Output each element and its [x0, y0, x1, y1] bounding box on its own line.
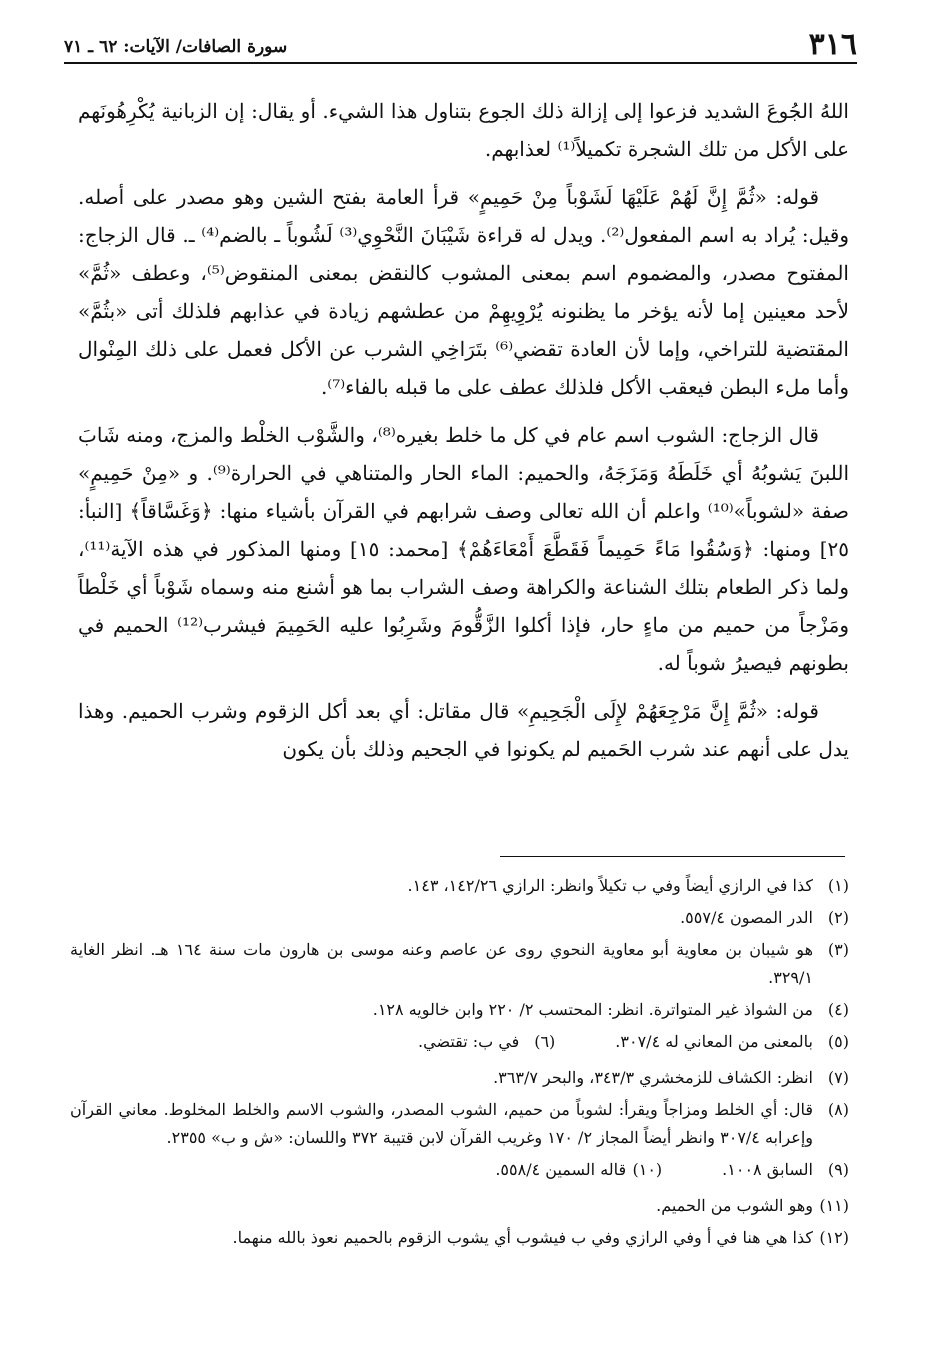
- footnote: [70, 996, 849, 1024]
- footnote-number: (١٢): [819, 1228, 849, 1247]
- footnote-text: السابق ١٠٠٨.: [722, 1160, 813, 1179]
- footnote-number: (١٠): [632, 1160, 663, 1179]
- footnote-text: وهو الشوب من الحميم.: [656, 1196, 813, 1215]
- footnote: [722, 1156, 849, 1184]
- footnote: [615, 1028, 849, 1056]
- footnote-text: بالمعنى من المعاني له ٣٠٧/٤.: [615, 1032, 813, 1051]
- paragraph: قوله: «ثُمَّ إِنَّ مَرْجِعَهُمْ لإِلَى الْجَحِيمِ» قال مقاتل: أي بعد أكل الزقوم وشرب الحميم. وهذا يدل على أنهم عند شرب الحَميم لم يكونوا في الجحيم وذلك بأن يكون: [78, 699, 849, 761]
- footnote-text: في ب: تقتضي.: [418, 1032, 520, 1051]
- footnote-text: الدر المصون ٥٥٧/٤.: [680, 908, 813, 927]
- footnote: [70, 1224, 849, 1252]
- footnote-pair: [70, 1028, 849, 1060]
- footnote-text: قال: أي الخلط ومزاجاً ويقرأ: لشوباً من حميم، الشوب المصدر، والشوب الاسم والخلط المخلوط. معاني القرآن وإعرابه ٣٠٧/٤ وانظر أيضاً المجاز ٢/ ١٧٠ وغريب القرآن لابن قتيبة ٣٧٢ واللسان: «ش و ب» ٢٣٥٥.: [70, 1100, 813, 1147]
- footnote: [70, 904, 849, 932]
- page-header: [64, 27, 857, 64]
- footnote-text: كذا هي هنا في أ وفي الرازي وفي ب فيشوب أي يشوب الزقوم بالحميم نعوذ بالله منهما.: [232, 1228, 813, 1247]
- footnote-number: (١١): [819, 1196, 849, 1215]
- footnote-number: (٧): [827, 1068, 849, 1087]
- footnote-text: قاله السمين ٥٥٨/٤.: [495, 1160, 627, 1179]
- footnote-number: (٨): [827, 1100, 849, 1119]
- footnote: [418, 1028, 555, 1056]
- footnote-number: (٤): [827, 1000, 849, 1019]
- footnote: [495, 1156, 662, 1184]
- running-title: سورة الصافات/ الآيات: ٦٢ ـ ٧١: [64, 37, 288, 57]
- paragraph: قوله: «ثُمَّ إِنَّ لَهُمْ عَلَيْهَا لَشَوْباً مِنْ حَمِيمٍ» قرأ العامة بفتح الشين وهو مصدر على أصله. وقيل: يُراد به اسم المفعول⁽²⁾. ويدل له قراءة شَيْبَانَ النَّحْوِي⁽³⁾ لَشُوباً ـ بالضم⁽⁴⁾ ـ. قال الزجاج: المفتوح مصدر، والمضموم اسم بمعنى المشوب كالنقض بمعنى المنقوض⁽⁵⁾، وعطف «ثُمَّ» لأحد معينين إما لأنه يؤخر ما يظنونه يُرْوِيهِمْ من عطشهم زيادة في عذابهم فلذلك أتى «بثُمَّ» المقتضية للتراخي، وإما لأن العادة تقضي⁽⁶⁾ بتَرَاخِي الشرب عن الأكل فعمل على ذلك المِنْوال وأما ملء البطن فيعقب الأكل فلذلك عطف على ما قبله بالفاء⁽⁷⁾.: [78, 185, 849, 399]
- footnote-number: (٩): [827, 1160, 849, 1179]
- footnote: [70, 1192, 849, 1220]
- footnote-number: (٥): [827, 1032, 849, 1051]
- footnote: [70, 1096, 849, 1152]
- footnote-text: هو شيبان بن معاوية أبو معاوية النحوي روى عن عاصم وعنه موسى بن هارون مات سنة ١٦٤ هـ. انظر الغاية ٣٢٩/١.: [70, 940, 814, 987]
- footnote-number: (٢): [827, 908, 849, 927]
- footnote-text: انظر: الكشاف للزمخشري ٣٤٣/٣، والبحر ٣٦٣/٧.: [493, 1068, 813, 1087]
- footnote-text: كذا في الرازي أيضاً وفي ب تكيلاً وانظر: الرازي ١٤٢/٢٦، ١٤٣.: [407, 876, 813, 895]
- paragraph: اللهُ الجُوعَ الشديد فزعوا إلى إزالة ذلك الجوع بتناول هذا الشيء. أو يقال: إن الزبانية يُكْرِهُونَهم على الأكل من تلك الشجرة تكميلاً⁽¹⁾ لعذابهم.: [78, 99, 849, 161]
- footnote: [70, 872, 849, 900]
- footnote: [70, 1064, 849, 1092]
- page-number: ٣١٦: [808, 27, 857, 62]
- main-text: [78, 92, 849, 778]
- footnote-separator: [500, 856, 845, 857]
- paragraph: قال الزجاج: الشوب اسم عام في كل ما خلط بغيره⁽⁸⁾، والشَّوْب الخلْط والمزج، ومنه شَابَ اللبنَ يَشوبُهُ أي خَلَطَهُ وَمَزَجَهُ، والحميم: الماء الحار والمتناهي في الحرارة⁽⁹⁾. و «مِنْ حَمِيمٍ» صفة «لشوباً»⁽¹⁰⁾ واعلم أن الله تعالى وصف شرابهم في القرآن بأشياء منها: ﴿وَغَسَّاقاً﴾ [النبأ: ٢٥] ومنها: ﴿وَسُقُوا مَاءً حَمِيماً فَقَطَّعَ أَمْعَاءَهُمْ﴾ [محمد: ١٥] ومنها المذكور في هذه الآية⁽¹¹⁾، ولما ذكر الطعام بتلك الشناعة والكراهة وصف الشراب بما هو أشنع منه وسماه شَوْباً أي خَلْطاً ومَزْجاً من حميم من ماءٍ حار، فإذا أكلوا الزَّقُّومَ وشَرِبُوا عليه الحَمِيمَ فيشرب⁽¹²⁾ الحميم في بطونهم فيصيرُ شوباً له.: [78, 423, 850, 675]
- footnote-number: (٣): [827, 940, 849, 959]
- footnote: [70, 936, 849, 992]
- footnote-pair: [70, 1156, 849, 1188]
- footnotes: [70, 872, 849, 1256]
- footnote-number: (١): [827, 876, 849, 895]
- footnote-number: (٦): [534, 1032, 556, 1051]
- footnote-text: من الشواذ غير المتواترة. انظر: المحتسب ٢/ ٢٢٠ وابن خالويه ١٢٨.: [372, 1000, 813, 1019]
